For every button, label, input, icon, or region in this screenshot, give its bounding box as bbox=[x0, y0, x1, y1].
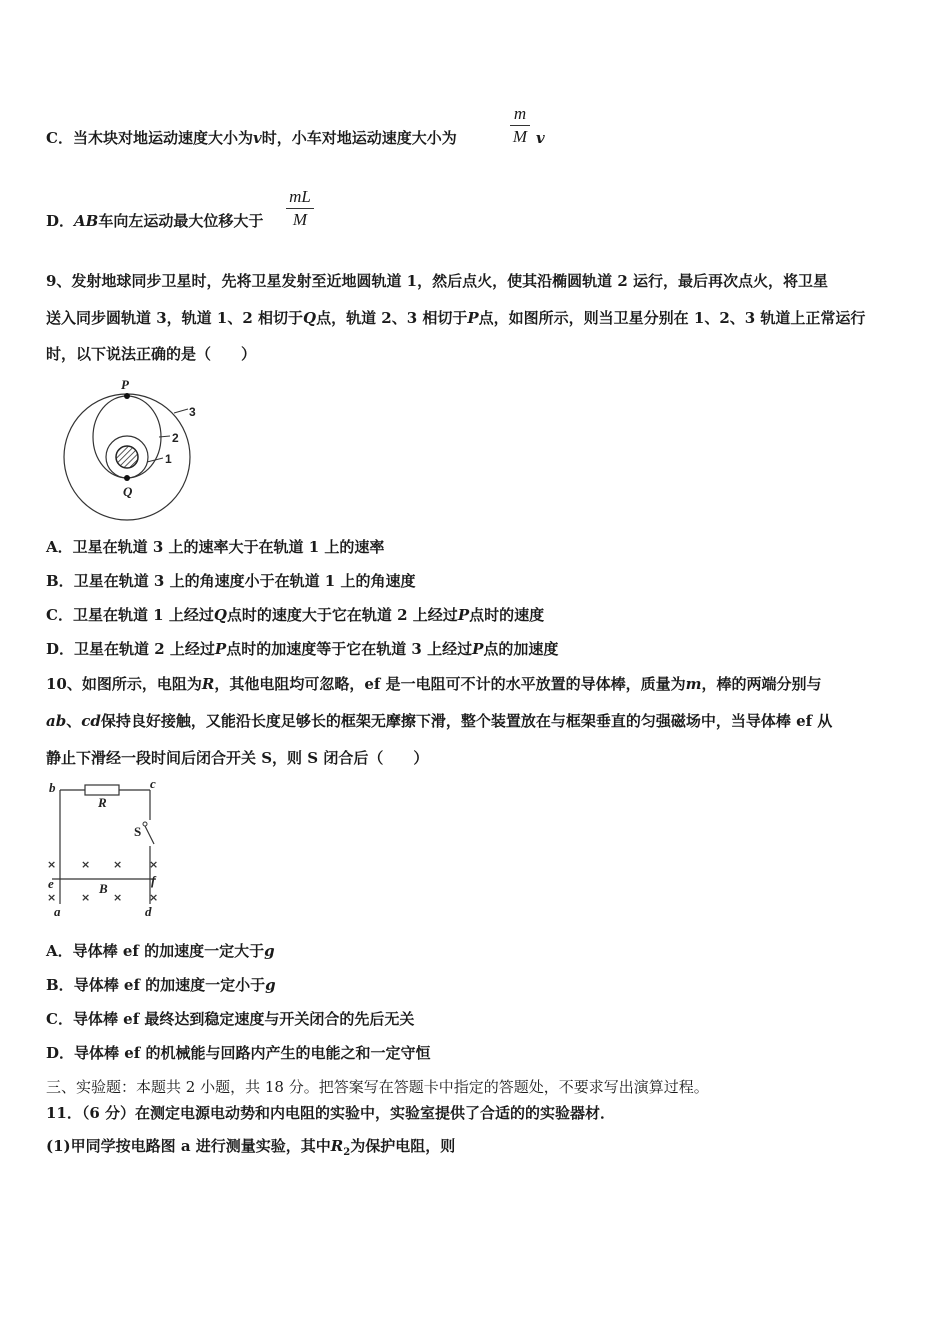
switch-pivot bbox=[143, 822, 147, 826]
q9-stem-line1: 9、发射地球同步卫星时，先将卫星发射至近地圆轨道 1，然后点火，使其沿椭圆轨道 2 运行，最后再次点火，将卫星 bbox=[46, 272, 828, 290]
label-e: e bbox=[48, 876, 54, 891]
orbit-diagram bbox=[55, 372, 215, 522]
q8-option-c-v: v bbox=[536, 129, 545, 147]
label-p: P bbox=[121, 377, 129, 392]
circuit-diagram bbox=[44, 776, 174, 924]
resistor bbox=[85, 785, 119, 795]
label-a: a bbox=[54, 904, 61, 919]
label-b: b bbox=[49, 780, 56, 795]
field-cross: × bbox=[81, 891, 91, 904]
label-d: d bbox=[145, 904, 152, 919]
q9-stem-line3: 时，以下说法正确的是（ ） bbox=[46, 345, 257, 363]
q10-stem-line3: 静止下滑经一段时间后闭合开关 S，则 S 闭合后（ ） bbox=[46, 749, 429, 767]
field-cross: × bbox=[113, 858, 123, 871]
leader-3 bbox=[174, 409, 188, 413]
point-q bbox=[124, 475, 130, 481]
label-r: R bbox=[98, 795, 107, 810]
q11-stem: 11．（6 分）在测定电源电动势和内电阻的实验中，实验室提供了合适的的实验器材． bbox=[46, 1104, 616, 1122]
q8-option-d: D．AB车向左运动最大位移大于 bbox=[46, 212, 264, 230]
label-s: S bbox=[134, 824, 142, 839]
earth bbox=[116, 446, 138, 468]
switch-s bbox=[145, 826, 154, 844]
q10-stem-line1: 10、如图所示，电阻为R，其他电阻均可忽略，ef 是一电阻可不计的水平放置的导体棒，质量为m，棒的两端分别与 bbox=[46, 675, 822, 693]
field-cross: × bbox=[47, 858, 57, 871]
point-p bbox=[124, 393, 130, 399]
field-cross: × bbox=[149, 858, 159, 871]
field-cross: × bbox=[113, 891, 123, 904]
q10-option-d: D．导体棒 ef 的机械能与回路内产生的电能之和一定守恒 bbox=[46, 1044, 431, 1062]
label-c: c bbox=[150, 776, 156, 791]
label-q: Q bbox=[123, 484, 133, 499]
section-3-title: 三、实验题：本题共 2 小题，共 18 分。把答案写在答题卡中指定的答题处，不要求写出演算过程。 bbox=[46, 1078, 709, 1096]
label-3: 3 bbox=[189, 405, 196, 419]
q10-option-b: B．导体棒 ef 的加速度一定小于g bbox=[46, 976, 276, 994]
q10-option-c: C．导体棒 ef 最终达到稳定速度与开关闭合的先后无关 bbox=[46, 1010, 415, 1028]
field-cross: × bbox=[81, 858, 91, 871]
q9-option-a: A．卫星在轨道 3 上的速率大于在轨道 1 上的速率 bbox=[46, 538, 385, 556]
label-f: f bbox=[151, 873, 156, 888]
field-cross: × bbox=[149, 891, 159, 904]
q11-sub1: (1)甲同学按电路图 a 进行测量实验，其中$R_2$为保护电阻，则 bbox=[46, 1137, 456, 1158]
q8-option-c: C．当木块对地运动速度大小为v时，小车对地运动速度大小为 bbox=[46, 129, 457, 147]
label-b-field: B bbox=[99, 881, 108, 896]
q10-option-a: A．导体棒 ef 的加速度一定大于g bbox=[46, 942, 275, 960]
q9-stem-line2: 送入同步圆轨道 3，轨道 1、2 相切于Q点，轨道 2、3 相切于P点，如图所示，则当卫星分别在 1、2、3 轨道上正常运行 bbox=[46, 309, 866, 327]
label-2: 2 bbox=[172, 431, 179, 445]
q9-option-b: B．卫星在轨道 3 上的角速度小于在轨道 1 上的角速度 bbox=[46, 572, 416, 590]
field-cross: × bbox=[47, 891, 57, 904]
q9-option-d: D．卫星在轨道 2 上经过P点时的加速度等于它在轨道 3 上经过P点的加速度 bbox=[46, 640, 559, 658]
label-1: 1 bbox=[165, 452, 172, 466]
fraction-m-over-M: m M bbox=[510, 104, 530, 147]
fraction-mL-over-M: mL M bbox=[286, 187, 314, 230]
q10-stem-line2: ab、cd保持良好接触，又能沿长度足够长的框架无摩擦下滑，整个装置放在与框架垂直的匀强磁场中，当导体棒 ef 从 bbox=[46, 712, 833, 730]
q9-option-c: C．卫星在轨道 1 上经过Q点时的速度大于它在轨道 2 上经过P点时的速度 bbox=[46, 606, 545, 624]
